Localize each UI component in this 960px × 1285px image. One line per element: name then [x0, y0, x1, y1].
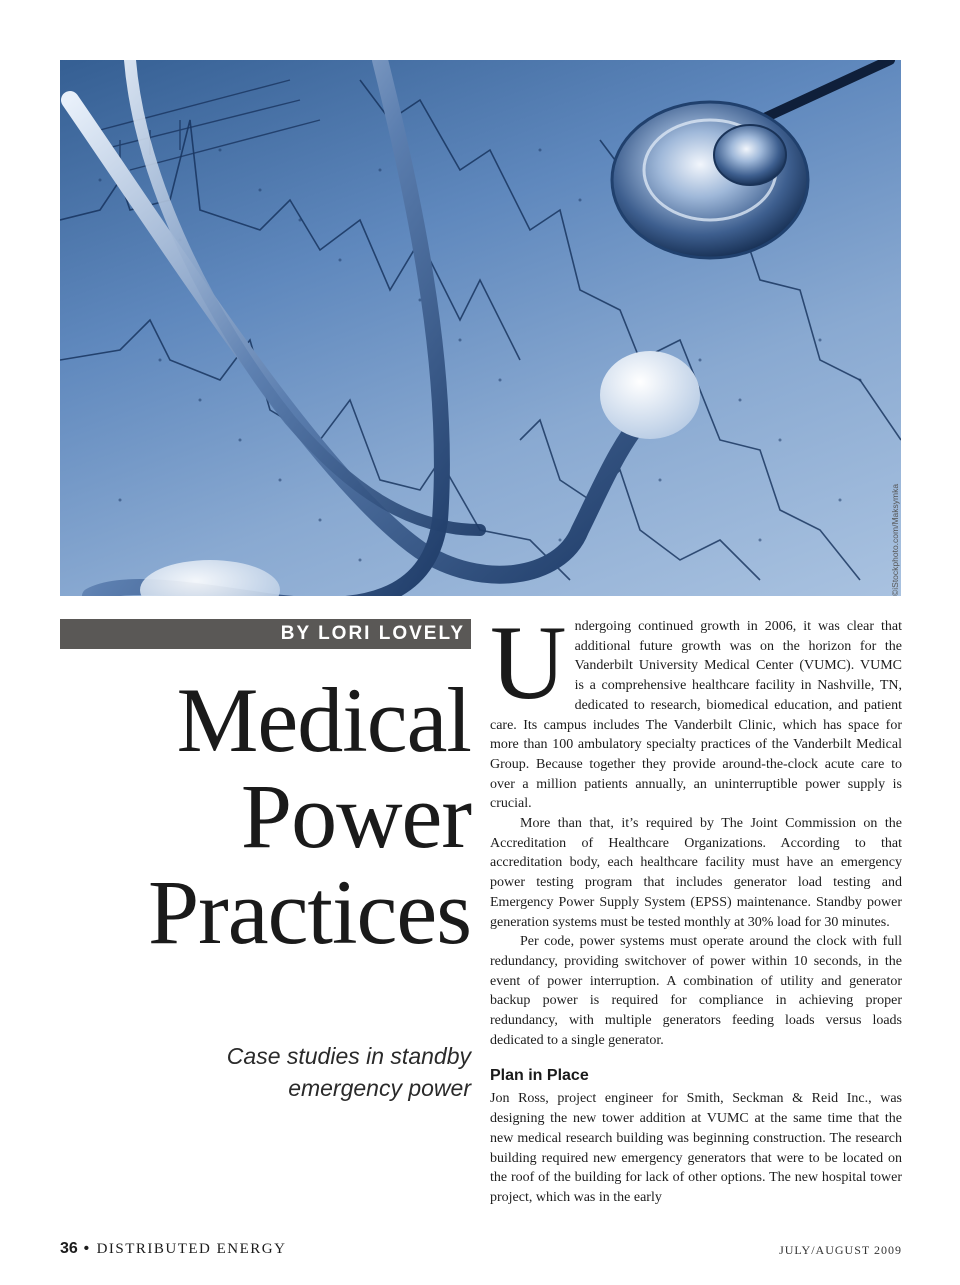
photo-credit: ©iStockphoto.com/Maksymka	[890, 483, 900, 596]
page-number: 36	[60, 1240, 78, 1257]
paragraph: Jon Ross, project engineer for Smith, Seckman & Reid Inc., was designing the new tower addition at VUMC at the same time that the new medical research building was beginning construction. The research building required new emergency generators that were to be located on the roof of the building for lack of other options. The new hospital tower project, which was in the early	[490, 1091, 902, 1205]
paragraph: Per code, power systems must operate around the clock with full redundancy, providing switchover of power within 10 seconds, in the event of power interruption. A combination of utility and generator backup power is required for compliance in achieving proper redundancy, with multiple generators feeding loads versus loads dedicated to a single generator.	[490, 934, 902, 1048]
title-line: Medical	[176, 669, 471, 771]
stethoscope-icon	[60, 60, 901, 596]
paragraph: More than that, it’s required by The Joint Commission on the Accreditation of Healthcare Organizations. According to that accreditation body, each healthcare facility must have an emergency power testing program that includes generator load testing and Emergency Power Supply System (EPSS) maintenance. Standby power generation systems must be tested monthly at 30% load for 30 minutes.	[490, 816, 902, 930]
article-subtitle: Case studies in standby emergency power	[226, 1043, 471, 1101]
article-title	[40, 669, 471, 963]
footer-folio	[60, 1240, 286, 1258]
byline: BY LORI LOVELY	[60, 619, 471, 649]
title-line: Power	[240, 765, 471, 867]
drop-cap: U	[490, 604, 567, 721]
publication-name: DISTRIBUTED ENERGY	[96, 1241, 287, 1257]
title-line: Practices	[147, 861, 471, 963]
footer-bullet: •	[83, 1240, 91, 1257]
issue-date: JULY/AUGUST 2009	[779, 1243, 902, 1257]
paragraph	[490, 604, 902, 814]
section-heading: Plan in Place	[490, 1067, 589, 1085]
article-body	[490, 604, 902, 1208]
hero-photo	[60, 60, 901, 596]
paragraph-text: ndergoing continued growth in 2006, it was clear that additional future growth was on the horizon for the Vanderbilt University Medical Center (VUMC). VUMC is a comprehensive healthcare facility in Nashville, TN, dedicated to research, biomedical education, and patient care. Its campus includes The Vanderbilt Clinic, which has space for more than 100 ambulatory specialty practices of the Vanderbilt Medical Group. Because together they provide around-the-clock acute care to over a million patients annually, an uninterruptible power supply is crucial.	[490, 619, 902, 812]
